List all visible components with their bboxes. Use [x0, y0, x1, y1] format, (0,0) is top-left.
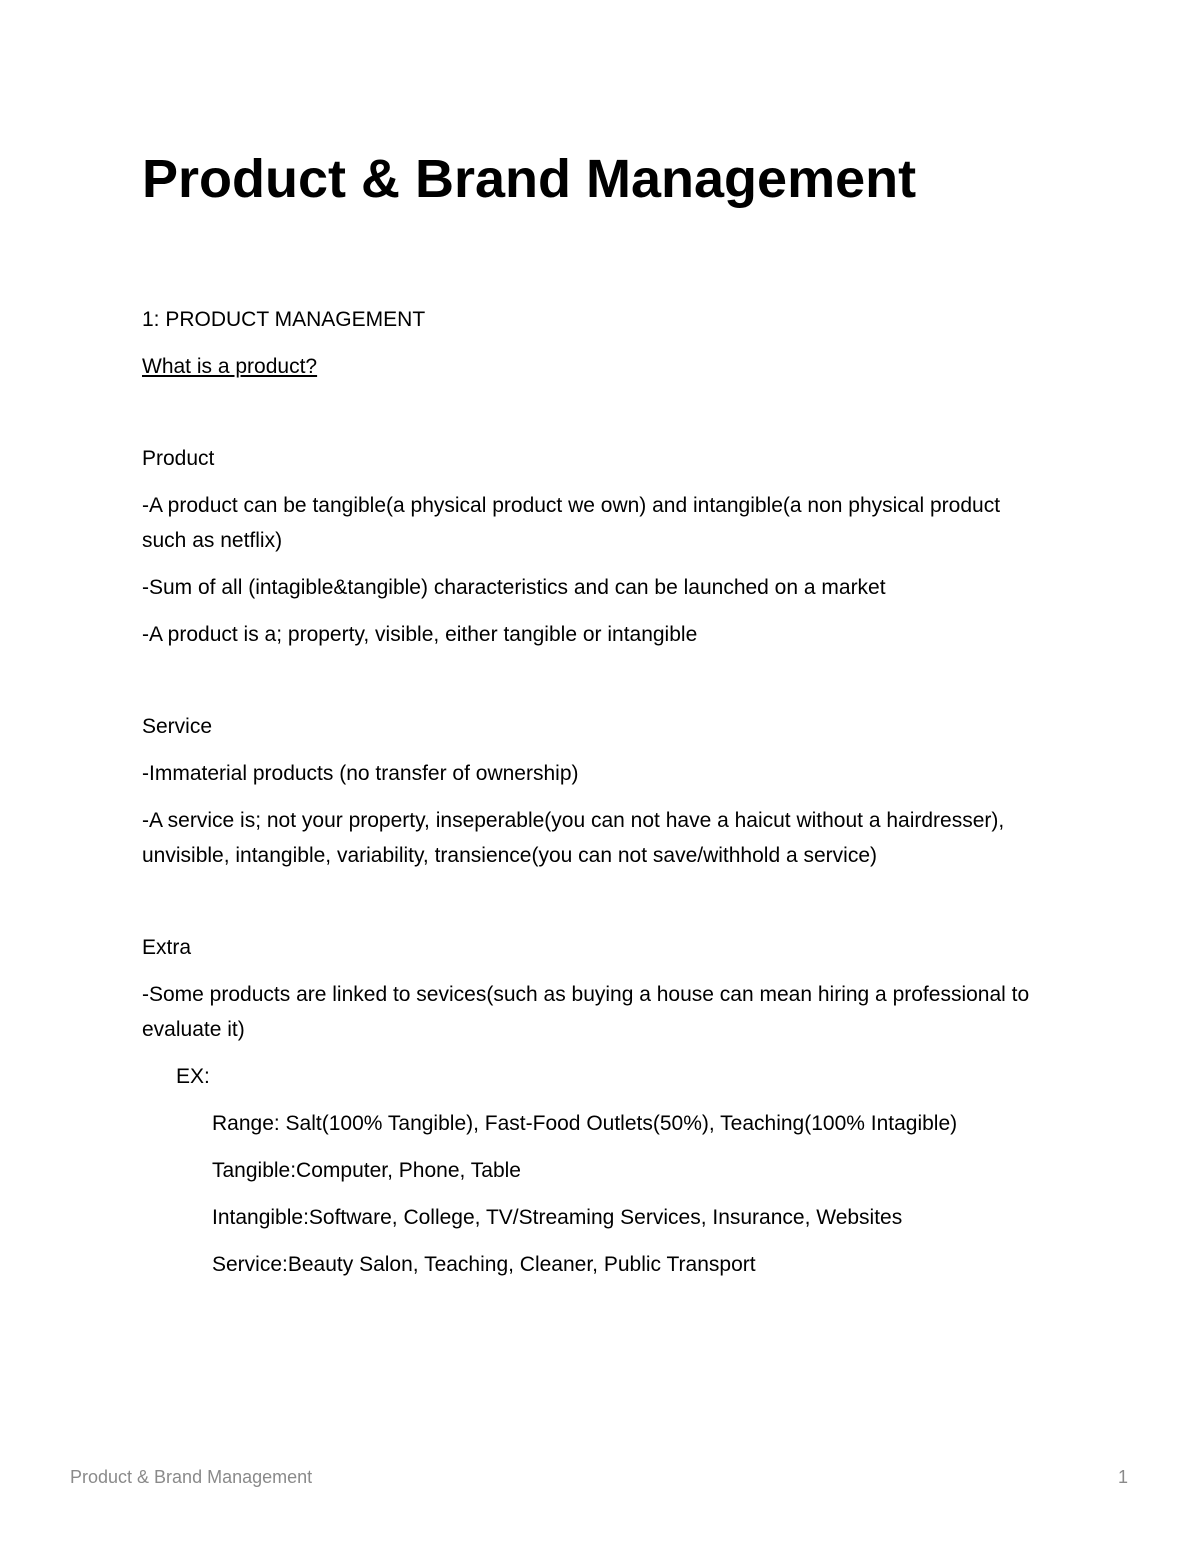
service-heading: Service — [142, 715, 213, 738]
extra-heading: Extra — [142, 936, 192, 959]
footer-title: Product & Brand Management — [70, 1467, 313, 1487]
section-heading: 1: PRODUCT MANAGEMENT — [142, 308, 426, 331]
example-intangible: Intangible:Software, College, TV/Streaming Services, Insurance, Websites — [212, 1206, 903, 1229]
example-label: EX: — [176, 1065, 210, 1088]
product-line-1: -A product can be tangible(a physical product we own) and intangible(a non physical product such as netflix) — [142, 494, 1001, 552]
service-line-2: -A service is; not your property, inseperable(you can not have a haicut without a hairdresser), unvisible, intangible, variability, transience(you can not save/withhold a service) — [142, 809, 1005, 867]
product-line-3: -A product is a; property, visible, either tangible or intangible — [142, 623, 698, 646]
page-title: Product & Brand Management — [142, 149, 917, 209]
service-line-1: -Immaterial products (no transfer of ownership) — [142, 762, 579, 785]
example-tangible: Tangible:Computer, Phone, Table — [212, 1159, 521, 1182]
question-heading: What is a product? — [142, 355, 318, 378]
page-number: 1 — [1117, 1467, 1128, 1487]
extra-line: -Some products are linked to sevices(such as buying a house can mean hiring a professional to evaluate it) — [142, 983, 1030, 1041]
example-service: Service:Beauty Salon, Teaching, Cleaner, Public Transport — [212, 1253, 756, 1276]
document-body — [142, 302, 1042, 1282]
product-line-2: -Sum of all (intagible&tangible) characteristics and can be launched on a market — [142, 576, 886, 599]
product-heading: Product — [142, 447, 215, 470]
example-range: Range: Salt(100% Tangible), Fast-Food Outlets(50%), Teaching(100% Intagible) — [212, 1112, 958, 1135]
